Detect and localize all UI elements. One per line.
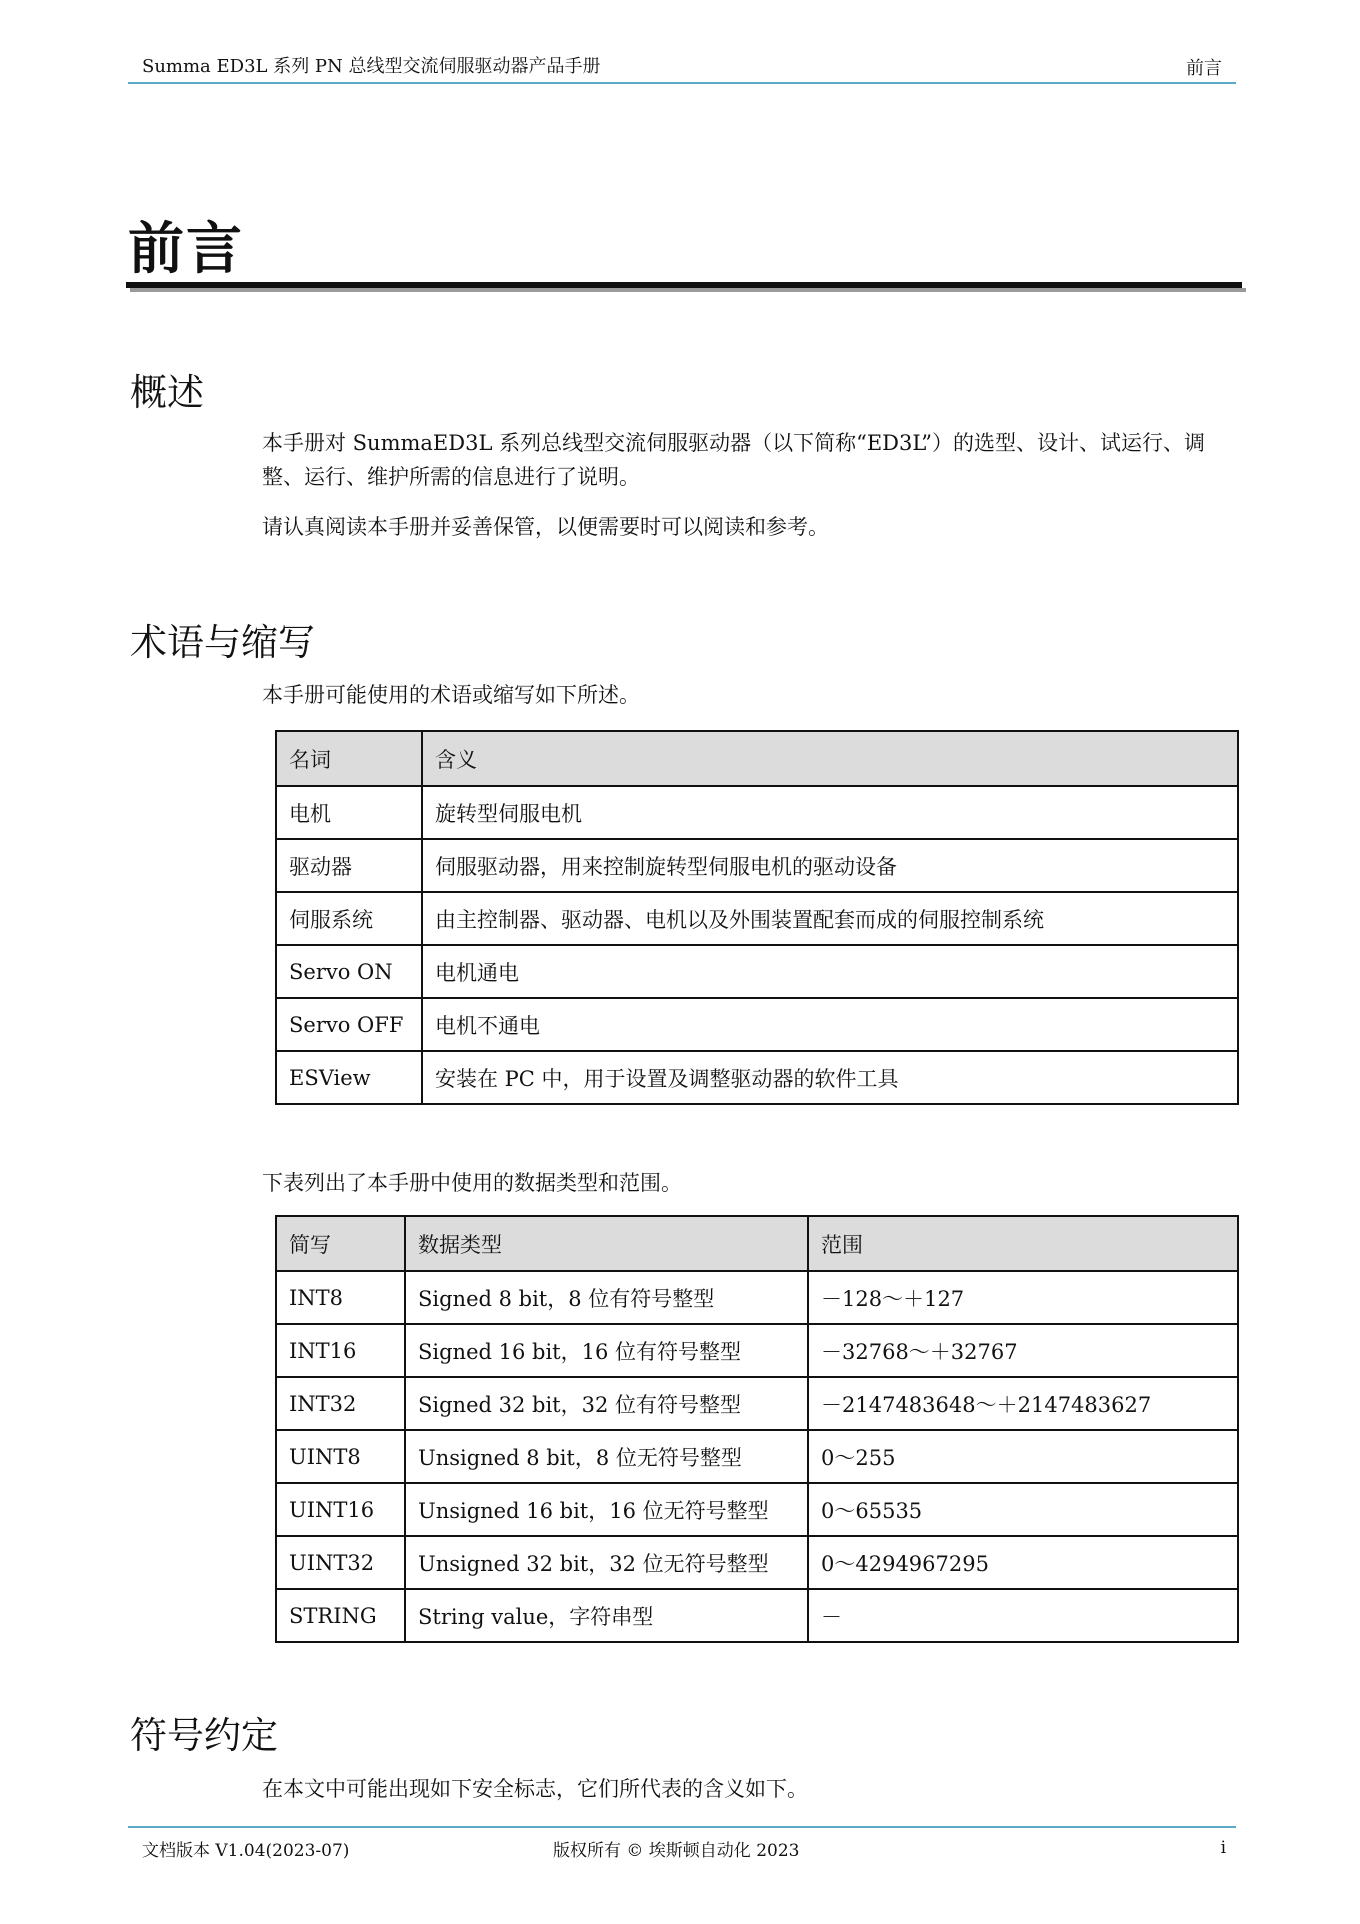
meaning-cell: 安装在 PC 中，用于设置及调整驱动器的软件工具 [422, 1051, 1238, 1104]
range-cell: 0～255 [808, 1430, 1238, 1483]
meaning-cell: 电机不通电 [422, 998, 1238, 1051]
header-section: 前言 [1186, 58, 1222, 79]
table-row [276, 1051, 1238, 1104]
range-cell: －32768～＋32767 [808, 1324, 1238, 1377]
page-footer [128, 1826, 1236, 1868]
type-cell: Unsigned 16 bit，16 位无符号整型 [405, 1483, 808, 1536]
abbr-cell: INT8 [276, 1271, 405, 1324]
range-cell: －128～＋127 [808, 1271, 1238, 1324]
meaning-cell: 旋转型伺服电机 [422, 786, 1238, 839]
abbr-cell: STRING [276, 1589, 405, 1642]
terms-table-header [276, 731, 1238, 786]
symbols-heading: 符号约定 [130, 1714, 278, 1757]
type-cell: Unsigned 8 bit，8 位无符号整型 [405, 1430, 808, 1483]
range-cell: －2147483648～＋2147483627 [808, 1377, 1238, 1430]
overview-paragraph-1: 本手册对 SummaED3L 系列总线型交流伺服驱动器（以下简称“ED3L”）的选型、设计、试运行、调整、运行、维护所需的信息进行了说明。 [262, 431, 1205, 489]
abbr-cell: UINT32 [276, 1536, 405, 1589]
datatypes-table [275, 1215, 1239, 1643]
header-doc-title: Summa ED3L 系列 PN 总线型交流伺服驱动器产品手册 [142, 56, 601, 77]
type-cell: Unsigned 32 bit，32 位无符号整型 [405, 1536, 808, 1589]
overview-heading: 概述 [130, 371, 204, 414]
datatypes-intro: 下表列出了本手册中使用的数据类型和范围。 [262, 1171, 682, 1195]
footer-copyright: 版权所有 © 埃斯顿自动化 2023 [553, 1841, 800, 1861]
term-cell: 电机 [276, 786, 422, 839]
page-title: 前言 [128, 217, 244, 282]
terms-heading: 术语与缩写 [130, 621, 315, 664]
table-row [276, 945, 1238, 998]
table-row [276, 892, 1238, 945]
type-cell: String value，字符串型 [405, 1589, 808, 1642]
range-cell: － [808, 1589, 1238, 1642]
abbr-cell: UINT8 [276, 1430, 405, 1483]
table-row [276, 1483, 1238, 1536]
terms-table [275, 730, 1239, 1105]
table-row [276, 1536, 1238, 1589]
range-cell: 0～4294967295 [808, 1536, 1238, 1589]
table-row [276, 998, 1238, 1051]
datatypes-table-header [276, 1216, 1238, 1271]
table-row [276, 839, 1238, 892]
abbr-cell: UINT16 [276, 1483, 405, 1536]
terms-intro: 本手册可能使用的术语或缩写如下所述。 [262, 683, 640, 707]
table-row [276, 1271, 1238, 1324]
table-row [276, 1430, 1238, 1483]
abbr-cell: INT16 [276, 1324, 405, 1377]
term-cell: ESView [276, 1051, 422, 1104]
range-cell: 0～65535 [808, 1483, 1238, 1536]
title-rule-shadow [130, 288, 1246, 292]
table-row [276, 1377, 1238, 1430]
table-row [276, 1324, 1238, 1377]
footer-doc-version: 文档版本 V1.04(2023-07) [142, 1841, 350, 1861]
datatypes-col-abbr: 简写 [276, 1216, 405, 1271]
page-header [128, 44, 1236, 84]
meaning-cell: 电机通电 [422, 945, 1238, 998]
table-row [276, 786, 1238, 839]
abbr-cell: INT32 [276, 1377, 405, 1430]
datatypes-col-range: 范围 [808, 1216, 1238, 1271]
terms-col-meaning: 含义 [422, 731, 1238, 786]
term-cell: 伺服系统 [276, 892, 422, 945]
term-cell: 驱动器 [276, 839, 422, 892]
symbols-intro: 在本文中可能出现如下安全标志，它们所代表的含义如下。 [262, 1777, 808, 1801]
term-cell: Servo ON [276, 945, 422, 998]
footer-page-number: i [1220, 1838, 1226, 1858]
type-cell: Signed 32 bit，32 位有符号整型 [405, 1377, 808, 1430]
type-cell: Signed 8 bit，8 位有符号整型 [405, 1271, 808, 1324]
meaning-cell: 由主控制器、驱动器、电机以及外围装置配套而成的伺服控制系统 [422, 892, 1238, 945]
term-cell: Servo OFF [276, 998, 422, 1051]
datatypes-col-type: 数据类型 [405, 1216, 808, 1271]
meaning-cell: 伺服驱动器，用来控制旋转型伺服电机的驱动设备 [422, 839, 1238, 892]
terms-col-term: 名词 [276, 731, 422, 786]
overview-paragraph-2: 请认真阅读本手册并妥善保管，以便需要时可以阅读和参考。 [262, 515, 829, 539]
table-row [276, 1589, 1238, 1642]
type-cell: Signed 16 bit，16 位有符号整型 [405, 1324, 808, 1377]
